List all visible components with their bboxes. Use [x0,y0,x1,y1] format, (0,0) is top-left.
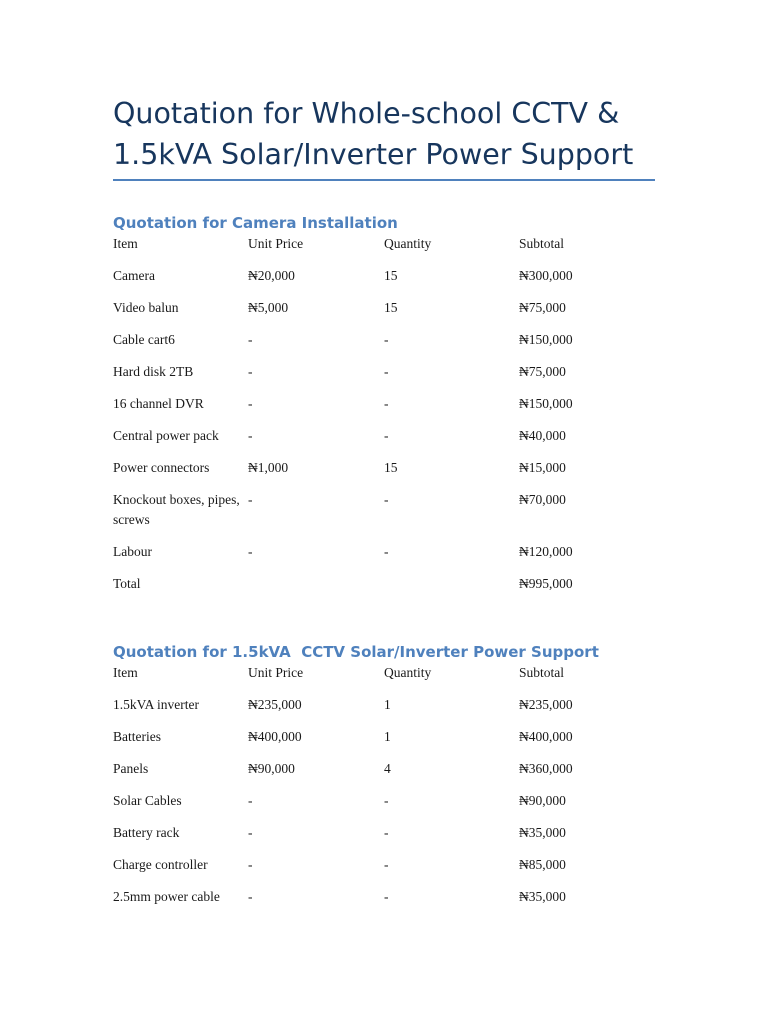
cell-unit-price: ₦90,000 [248,761,295,776]
column-header-quantity: Quantity [384,665,432,680]
cell-quantity: 1 [384,729,391,744]
cell-subtotal: ₦90,000 [519,793,566,808]
cell-item: 1.5kVA inverter [113,697,199,712]
column-header-unit-price: Unit Price [248,236,304,251]
cell-item: Hard disk 2TB [113,364,194,379]
table-row [113,386,655,418]
cell-total-label: Total [113,576,141,591]
cell-item: Battery rack [113,825,180,840]
table-row [113,783,655,815]
column-header-unit-price: Unit Price [248,665,304,680]
cell-subtotal: ₦120,000 [519,544,573,559]
cell-subtotal: ₦360,000 [519,761,573,776]
table-row [113,258,655,290]
cell-item: Cable cart6 [113,332,175,347]
cell-quantity: - [384,396,389,411]
cell-item: Charge controller [113,857,208,872]
cell-unit-price: ₦400,000 [248,729,302,744]
cell-quantity: 15 [384,300,398,315]
column-header-subtotal: Subtotal [519,236,565,251]
cell-quantity [384,566,519,598]
cell-quantity: - [384,889,389,904]
cell-unit-price: - [248,825,253,840]
column-header-subtotal: Subtotal [519,665,565,680]
cell-item: Labour [113,544,152,559]
table-row [113,534,655,566]
column-header-item: Item [113,236,138,251]
cell-quantity: 1 [384,697,391,712]
solar-inverter-table [113,663,655,911]
cell-subtotal: ₦70,000 [519,492,566,507]
table-row [113,290,655,322]
cell-quantity: 15 [384,460,398,475]
table-header-row [113,234,655,258]
cell-quantity: 15 [384,268,398,283]
cell-subtotal: ₦75,000 [519,300,566,315]
cell-unit-price: - [248,396,253,411]
cell-unit-price: - [248,544,253,559]
section-heading-solar-inverter: Quotation for 1.5kVA CCTV Solar/Inverter Power Support [113,643,599,661]
cell-subtotal: ₦85,000 [519,857,566,872]
table-total-row [113,566,655,598]
cell-item: Batteries [113,729,161,744]
cell-quantity: - [384,428,389,443]
cell-item: Knockout boxes, pipes, screws [113,492,240,527]
cell-quantity: - [384,825,389,840]
cell-quantity: - [384,857,389,872]
column-header-quantity: Quantity [384,236,432,251]
table-row [113,354,655,386]
table-row [113,482,655,534]
cell-item: Video balun [113,300,179,315]
cell-subtotal: ₦15,000 [519,460,566,475]
table-row [113,450,655,482]
cell-unit-price: ₦20,000 [248,268,295,283]
cell-unit-price [248,566,384,598]
cell-item: 16 channel DVR [113,396,204,411]
cell-unit-price: ₦5,000 [248,300,289,315]
cell-subtotal: ₦400,000 [519,729,573,744]
cell-unit-price: - [248,492,253,507]
cell-unit-price: - [248,793,253,808]
table-row [113,847,655,879]
cell-subtotal: ₦75,000 [519,364,566,379]
cell-item: Central power pack [113,428,219,443]
cell-unit-price: - [248,332,253,347]
title-underline-rule [113,179,655,181]
table-row [113,879,655,911]
cell-unit-price: - [248,364,253,379]
cell-unit-price: ₦235,000 [248,697,302,712]
camera-installation-section [113,212,655,598]
camera-installation-table [113,234,655,598]
cell-quantity: - [384,492,389,507]
cell-subtotal: ₦235,000 [519,697,573,712]
cell-subtotal: ₦35,000 [519,889,566,904]
table-row [113,719,655,751]
cell-subtotal: ₦40,000 [519,428,566,443]
cell-subtotal: ₦35,000 [519,825,566,840]
cell-subtotal: ₦150,000 [519,332,573,347]
cell-quantity: - [384,544,389,559]
table-row [113,418,655,450]
cell-subtotal: ₦150,000 [519,396,573,411]
cell-quantity: - [384,364,389,379]
cell-unit-price: - [248,857,253,872]
column-header-item: Item [113,665,138,680]
cell-unit-price: - [248,889,253,904]
section-heading-camera-installation: Quotation for Camera Installation [113,214,398,232]
cell-item: Power connectors [113,460,210,475]
cell-item: Camera [113,268,155,283]
cell-item: Panels [113,761,149,776]
table-row [113,815,655,847]
document-title: Quotation for Whole-school CCTV & 1.5kVA Solar/Inverter Power Support [113,97,634,171]
table-row [113,687,655,719]
cell-subtotal: ₦300,000 [519,268,573,283]
cell-unit-price: - [248,428,253,443]
cell-quantity: - [384,793,389,808]
solar-inverter-section [113,641,655,911]
cell-quantity: 4 [384,761,391,776]
cell-total-value: ₦995,000 [519,576,573,591]
cell-quantity: - [384,332,389,347]
table-header-row [113,663,655,687]
cell-unit-price: ₦1,000 [248,460,289,475]
table-row [113,751,655,783]
cell-item: Solar Cables [113,793,182,808]
table-row [113,322,655,354]
cell-item: 2.5mm power cable [113,889,220,904]
